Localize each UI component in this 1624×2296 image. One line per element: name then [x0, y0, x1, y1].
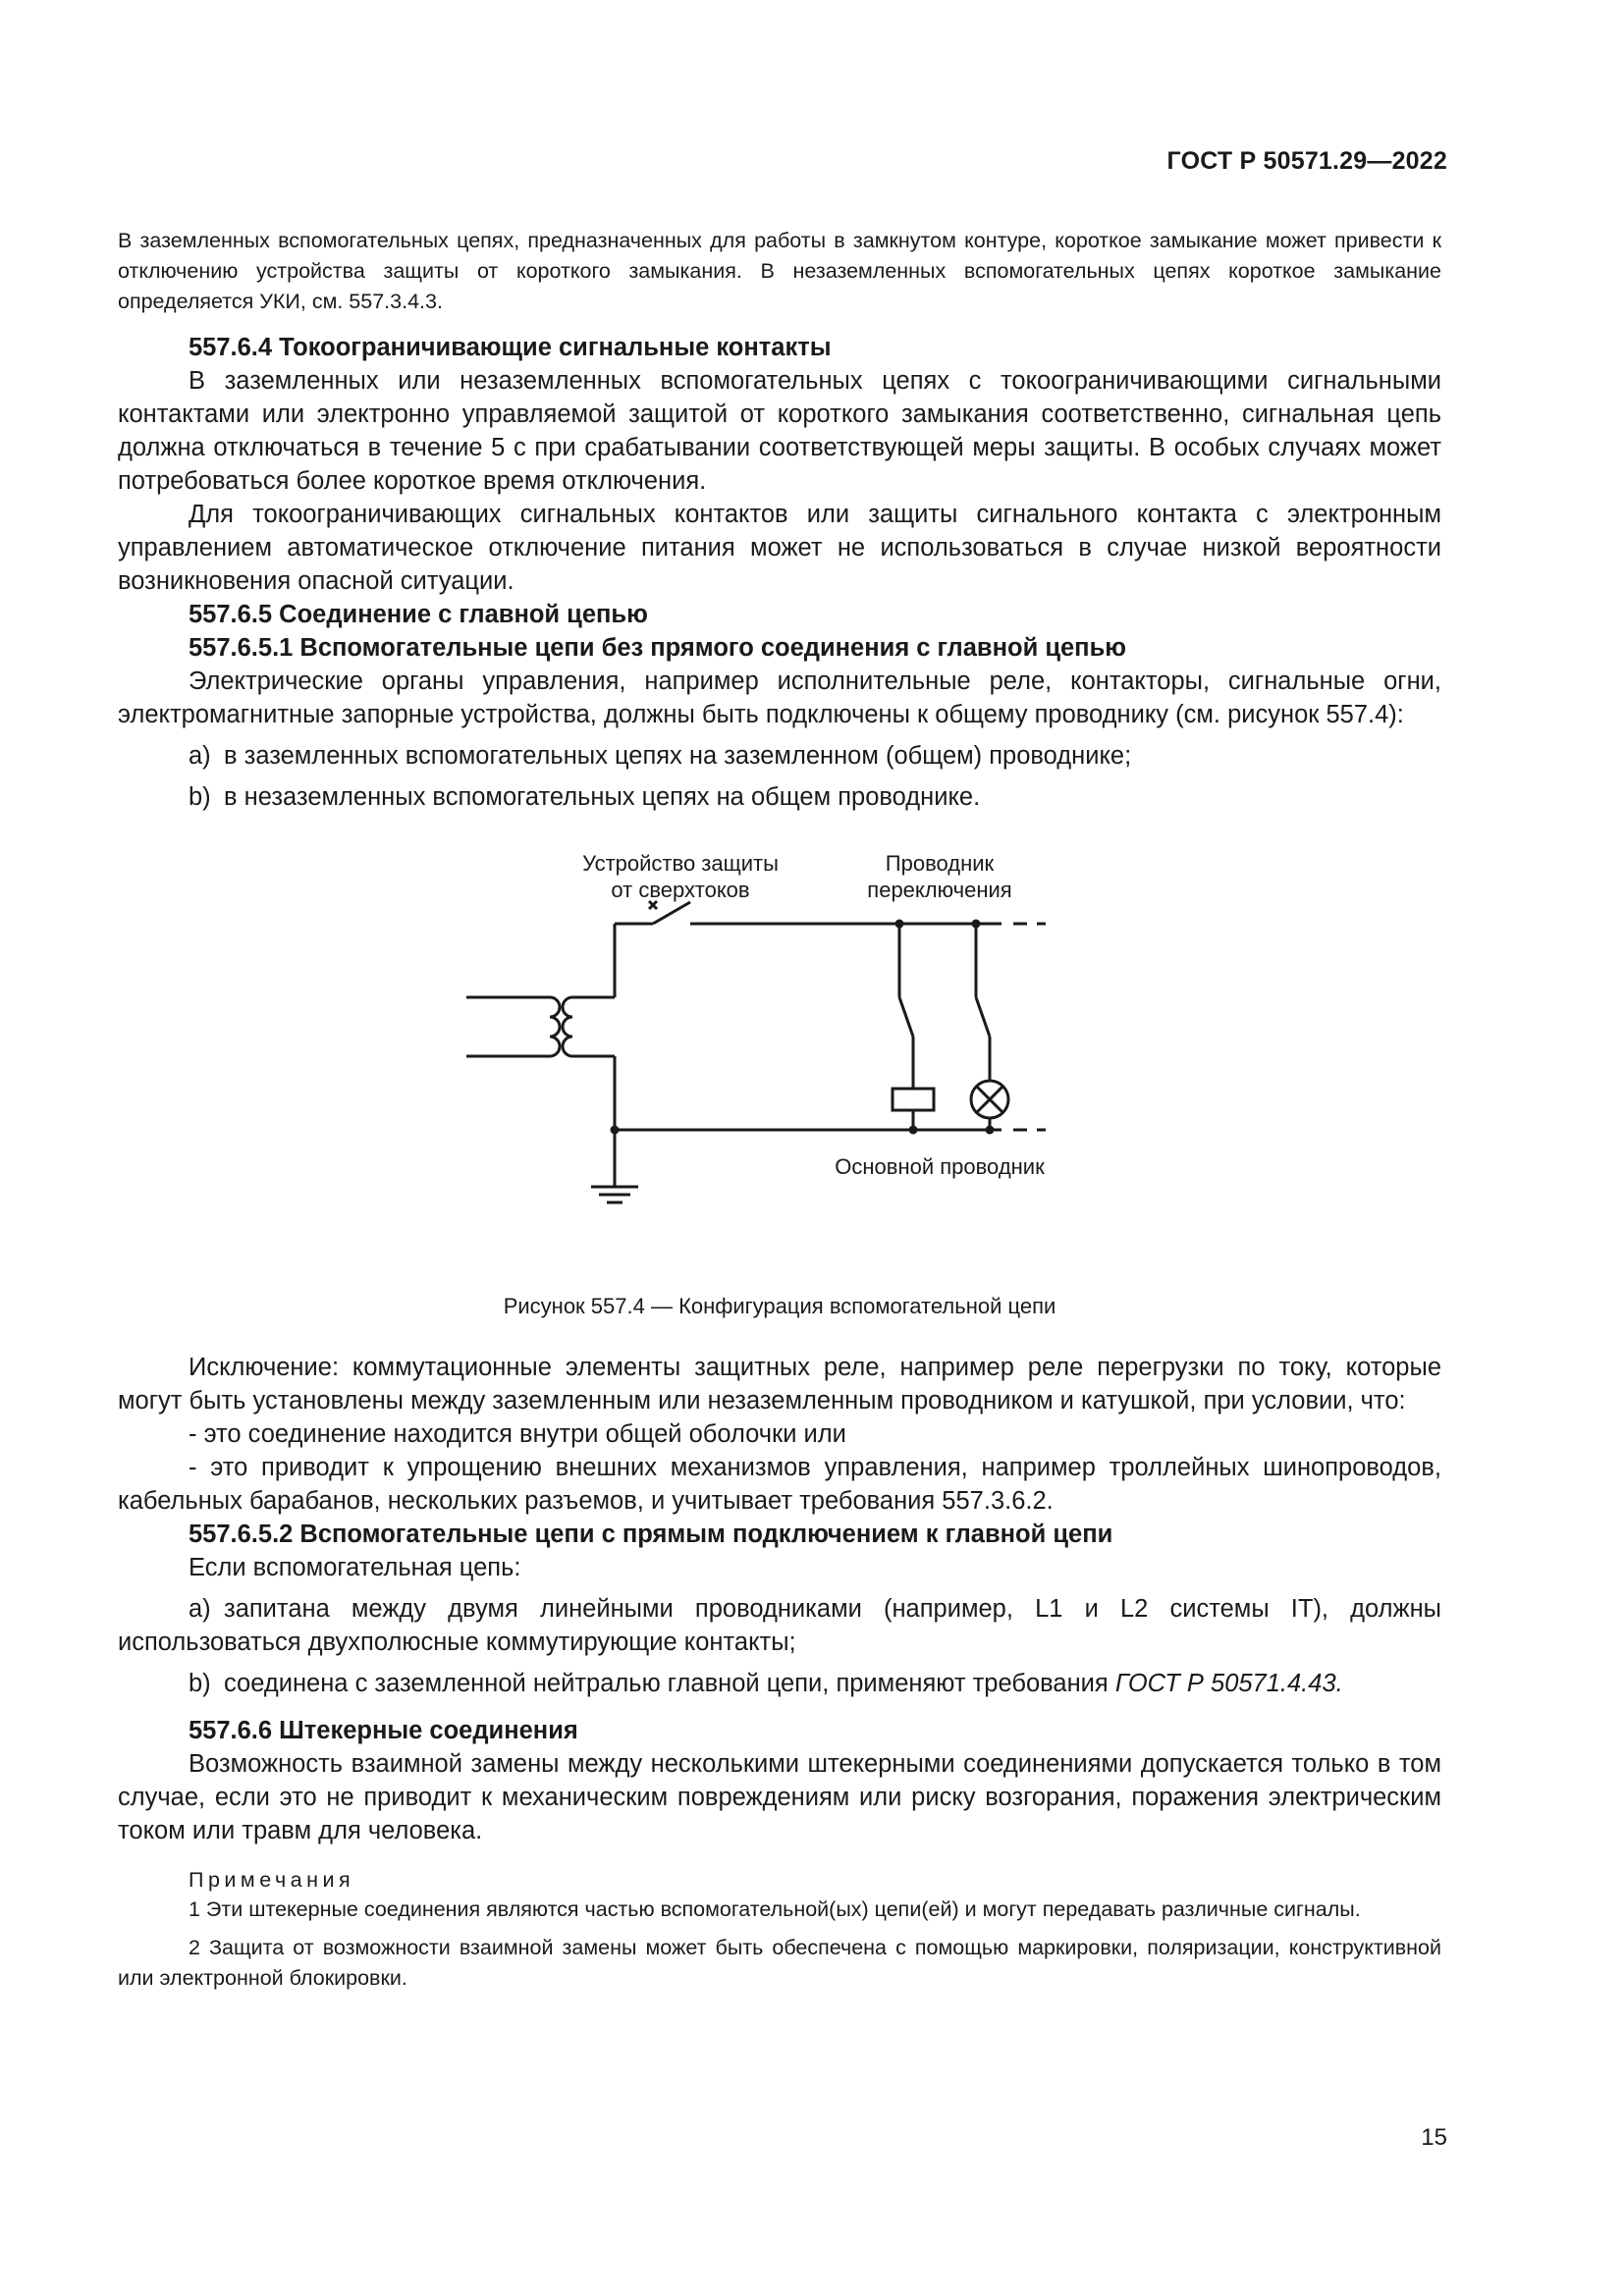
label-protection-line2: от сверхтоков: [611, 878, 750, 902]
section-557-6-4-paragraph-2: Для токоограничивающих сигнальных контактов или защиты сигнального контакта с электронным управлением автоматическое отключение питания может не использоваться в случае низкой вероятности возникновения опасной ситуации.: [118, 501, 1441, 595]
junction-dot-relay-top: [895, 920, 904, 929]
figure-caption: Рисунок 557.4 — Конфигурация вспомогательной цепи: [503, 1294, 1056, 1318]
section-557-6-5-2-item-a: a) запитана между двумя линейными проводниками (например, L1 и L2 системы IT), должны использоваться двухполюсные коммутирующие контакты;: [118, 1595, 1441, 1656]
lamp-contact-blade: [976, 997, 990, 1037]
section-557-6-5-2-paragraph: Если вспомогательная цепь:: [189, 1554, 521, 1581]
exception-dash-2: - это приводит к упрощению внешних механизмов управления, например троллейных шинопроводов, кабельных барабанов, нескольких разъемов, и учитывает требования 557.3.6.2.: [118, 1454, 1441, 1515]
junction-dot-lamp-top: [972, 920, 981, 929]
label-switch-line1: Проводник: [885, 851, 995, 876]
page-number: 15: [1421, 2124, 1447, 2151]
section-557-6-4-paragraph-1: В заземленных или незаземленных вспомогательных цепях с токоограничивающими сигнальными контактами или электронно управляемой защитой от короткого замыкания соответственно, сигнальная цепь должна отключаться в течение 5 с при срабатывании соответствующей меры защиты. В особых случаях может потребоваться более короткое время отключения.: [118, 367, 1441, 495]
note-2: 2 Защита от возможности взаимной замены может быть обеспечена с помощью маркировки, поляризации, конструктивной или электронной блокировки.: [118, 1936, 1441, 1990]
circuit-diagram: [118, 845, 1441, 1292]
section-557-6-5-2-heading: 557.6.5.2 Вспомогательные цепи с прямым подключением к главной цепи: [189, 1521, 1113, 1548]
relay-contact-blade: [899, 997, 913, 1037]
section-557-6-6-paragraph: Возможность взаимной замены между несколькими штекерными соединениями допускается только в том случае, если это не приводит к механическим повреждениям или риску возгорания, поражения электрическим током или травм для человека.: [118, 1750, 1441, 1844]
exception-dash-1: - это соединение находится внутри общей оболочки или: [189, 1420, 846, 1448]
section-557-6-5-2-item-b: b) соединена с заземленной нейтралью главной цепи, применяют требования ГОСТ Р 50571.4.43.: [189, 1670, 1343, 1697]
section-557-6-6-heading: 557.6.6 Штекерные соединения: [189, 1717, 578, 1744]
figure-557-4: [118, 845, 1441, 1292]
list-item-b: b) в незаземленных вспомогательных цепях на общем проводнике.: [189, 783, 981, 811]
secondary-coil: [563, 997, 572, 1056]
page-content: [118, 226, 1441, 1994]
section-557-6-5-1-paragraph: Электрические органы управления, например исполнительные реле, контакторы, сигнальные огни, электромагнитные запорные устройства, должны быть подключены к общему проводнику (см. рисунок 557.4):: [118, 667, 1441, 728]
junction-dot-lamp-bottom: [986, 1126, 995, 1135]
junction-dot-relay-bottom: [909, 1126, 918, 1135]
document-id-header: ГОСТ Р 50571.29—2022: [1166, 147, 1447, 175]
label-switch-line2: переключения: [867, 878, 1012, 902]
list-item-a: a) в заземленных вспомогательных цепях на заземленном (общем) проводнике;: [189, 742, 1132, 770]
overcurrent-switch-blade: [653, 902, 690, 924]
intro-paragraph: В заземленных вспомогательных цепях, предназначенных для работы в замкнутом контуре, короткое замыкание может привести к отключению устройства защиты от короткого замыкания. В незаземленных вспомогательных цепях короткое замыкание определяется УКИ, см. 557.3.4.3.: [118, 229, 1441, 313]
junction-dot-earth: [611, 1126, 620, 1135]
label-common-conductor: Основной проводник: [835, 1154, 1045, 1179]
note-1: 1 Эти штекерные соединения являются частью вспомогательной(ых) цепи(ей) и могут передавать различные сигналы.: [189, 1897, 1361, 1921]
primary-coil: [550, 997, 560, 1056]
notes-title: Примечания: [189, 1868, 355, 1892]
section-557-6-4-heading: 557.6.4 Токоограничивающие сигнальные контакты: [189, 334, 832, 361]
relay-coil: [893, 1089, 934, 1110]
gost-reference: ГОСТ Р 50571.4.43.: [1114, 1670, 1343, 1697]
section-557-6-5-heading: 557.6.5 Соединение с главной цепью: [189, 601, 648, 628]
section-557-6-5-1-heading: 557.6.5.1 Вспомогательные цепи без прямого соединения с главной цепью: [189, 634, 1127, 662]
label-protection-line1: Устройство защиты: [582, 851, 779, 876]
exception-paragraph: Исключение: коммутационные элементы защитных реле, например реле перегрузки по току, которые могут быть установлены между заземленным или незаземленным проводником и катушкой, при условии, что:: [118, 1354, 1441, 1415]
